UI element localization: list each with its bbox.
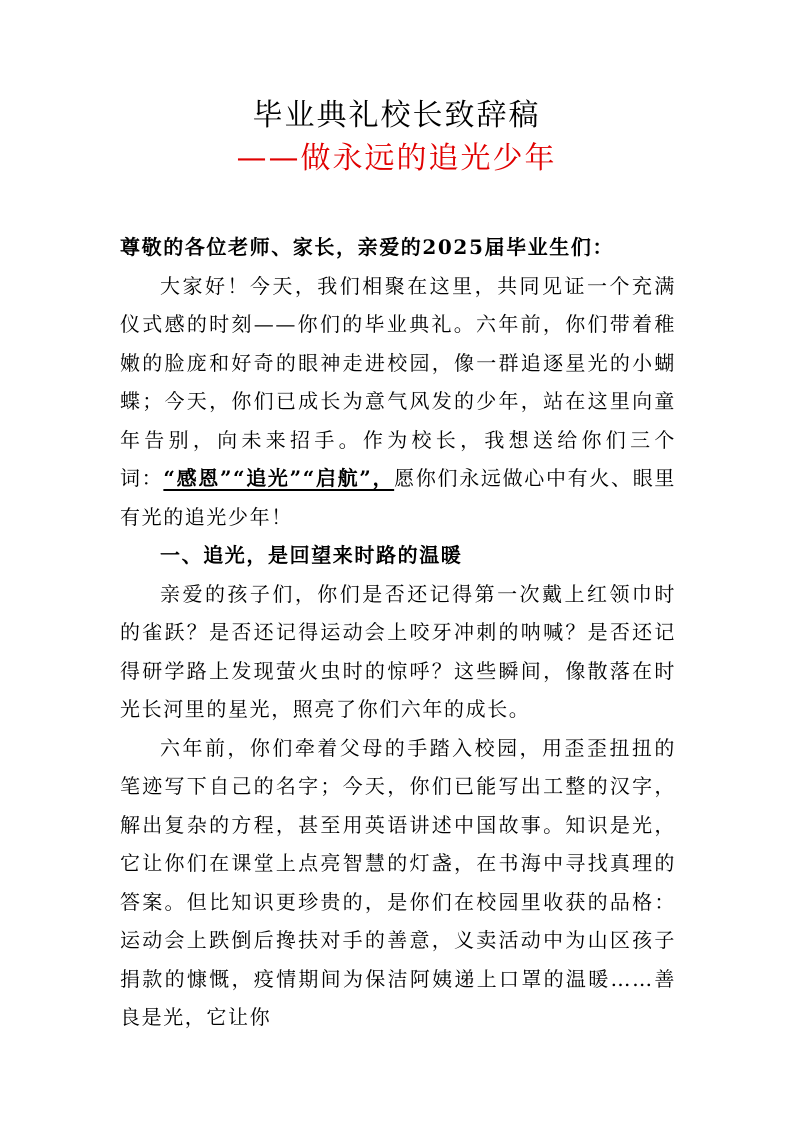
- intro-paragraph: [120, 267, 676, 537]
- intro-closing: 愿你们永远做心中有火、眼里有光的追光少年！: [120, 466, 676, 529]
- section-heading-1: 一、追光，是回望来时路的温暖: [160, 543, 463, 567]
- section-1-paragraph-2: 六年前，你们牵着父母的手踏入校园，用歪歪扭扭的笔迹写下自己的名字；今天，你们已能写出工整的汉字，解出复杂的方程，甚至用英语讲述中国故事。知识是光，它让你们在课堂上点亮智慧的灯盏，在书海中寻找真理的答案。但比知识更珍贵的，是你们在校园里收获的品格：运动会上跌倒后搀扶对手的善意，义卖活动中为山区孩子捐款的慷慨，疫情期间为保洁阿姨递上口罩的温暖……善良是光，它让你: [120, 735, 676, 1029]
- three-words-underlined: “感恩”“追光”“启航”，: [163, 466, 395, 490]
- salutation: 尊敬的各位老师、家长，亲爱的2025届毕业生们：: [120, 235, 615, 259]
- document-body: [120, 228, 676, 1037]
- document-subtitle: ——做永远的追光少年: [236, 141, 557, 176]
- section-1-paragraph-1: 亲爱的孩子们，你们是否还记得第一次戴上红领巾时的雀跃？是否还记得运动会上咬牙冲刺的呐喊？是否还记得研学路上发现萤火虫时的惊呼？这些瞬间，像散落在时光长河里的星光，照亮了你们六年的成长。: [120, 581, 676, 721]
- intro-text: 大家好！今天，我们相聚在这里，共同见证一个充满仪式感的时刻——你们的毕业典礼。六年前，你们带着稚嫩的脸庞和好奇的眼神走进校园，像一群追逐星光的小蝴蝶；今天，你们已成长为意气风发的少年，站在这里向童年告别，向未来招手。作为校长，我想送给你们三个词：: [120, 273, 676, 490]
- document-title: 毕业典礼校长致辞稿: [252, 98, 541, 133]
